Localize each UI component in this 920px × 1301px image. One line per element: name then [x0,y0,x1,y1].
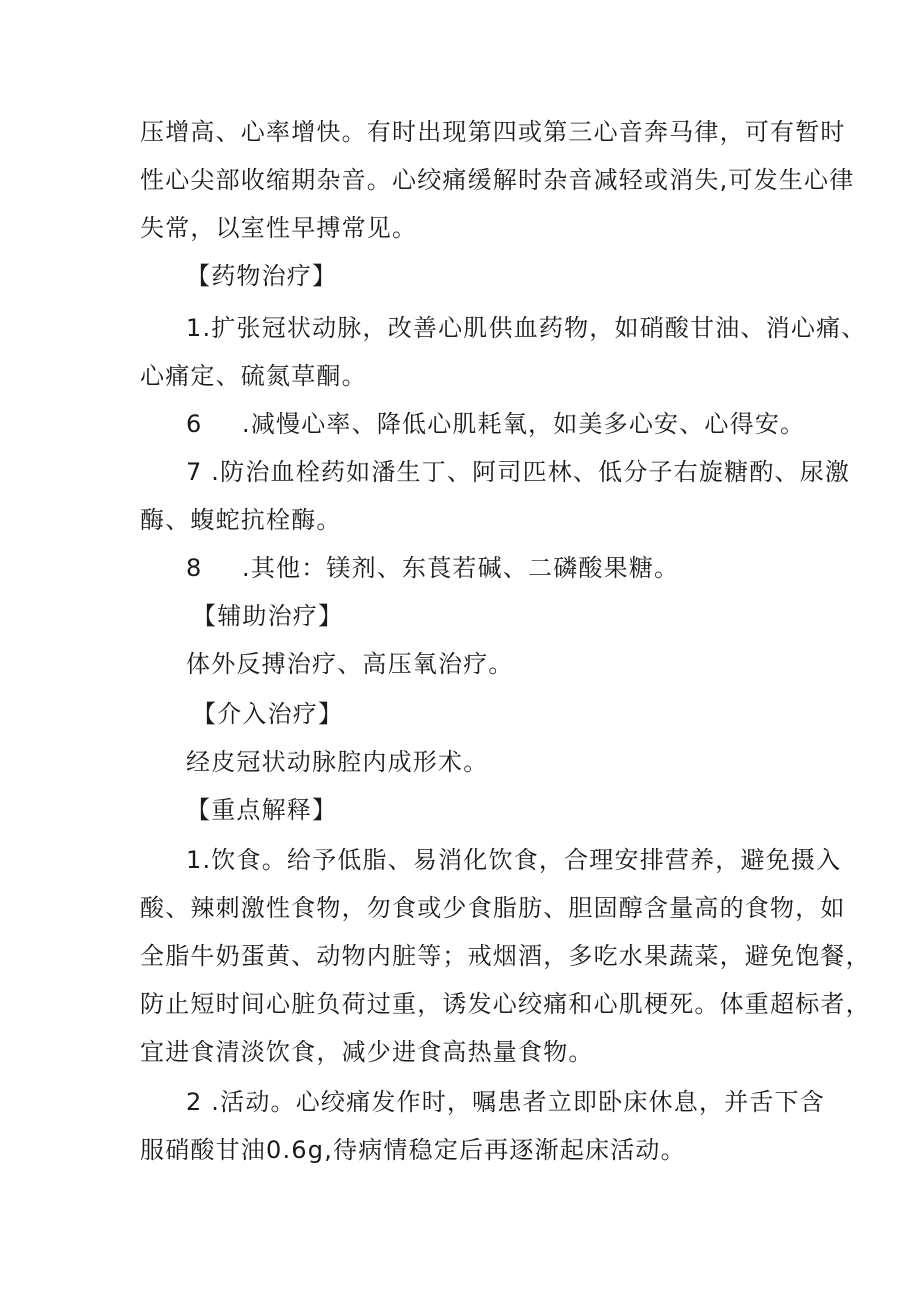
list-item-line: 酶、蝮蛇抗栓酶。 [140,506,342,534]
section-heading-interventional-therapy: 【介入治疗】 [192,700,344,728]
list-item-line: 心痛定、硫氮草酮。 [140,362,367,390]
list-item-line: 宜进食清淡饮食，减少进食高热量食物。 [140,1038,594,1066]
list-item-line: 2 .活动。心绞痛发作时，嘱患者立即卧床休息，并舌下含 [186,1088,825,1116]
list-item-line: 全脂牛奶蛋黄、动物内脏等；戒烟酒，多吃水果蔬菜，避免饱餐， [140,942,871,970]
section-heading-drug-therapy: 【药物治疗】 [186,262,338,290]
list-item-line: 1.扩张冠状动脉，改善心肌供血药物，如硝酸甘油、消心痛、 [186,314,867,342]
list-item-line: 7 .防治血栓药如潘生丁、阿司匹林、低分子右旋糖酌、尿激 [186,458,851,486]
list-item-line: .减慢心率、降低心肌耗氧，如美多心安、心得安。 [242,410,806,438]
section-heading-key-explanation: 【重点解释】 [186,796,338,824]
section-heading-auxiliary-therapy: 【辅助治疗】 [192,602,344,630]
list-item-line: 1.饮食。给予低脂、易消化饮食，合理安排营养，避免摄入 [186,846,842,874]
paragraph-line: 失常，以室性早搏常见。 [140,214,418,242]
paragraph-line: 性心尖部收缩期杂音。心绞痛缓解时杂音减轻或消失,可发生心律 [140,166,855,194]
list-item-number: 8 [186,554,203,582]
paragraph-line: 体外反搏治疗、高压氧治疗。 [186,650,514,678]
list-item-number: 6 [186,410,203,438]
paragraph-line: 经皮冠状动脉腔内成形术。 [186,748,489,776]
list-item-line: 防止短时间心脏负荷过重，诱发心绞痛和心肌梗死。体重超标者， [140,990,871,1018]
list-item-line: 服硝酸甘油0.6g,待病情稳定后再逐渐起床活动。 [140,1136,686,1164]
list-item-line: .其他：镁剂、东莨若碱、二磷酸果糖。 [242,554,680,582]
paragraph-line: 压增高、心率增快。有时出现第四或第三心音奔马律，可有暂时 [140,118,846,146]
list-item-line: 酸、辣刺激性食物，勿食或少食脂肪、胆固醇含量高的食物，如 [140,894,846,922]
